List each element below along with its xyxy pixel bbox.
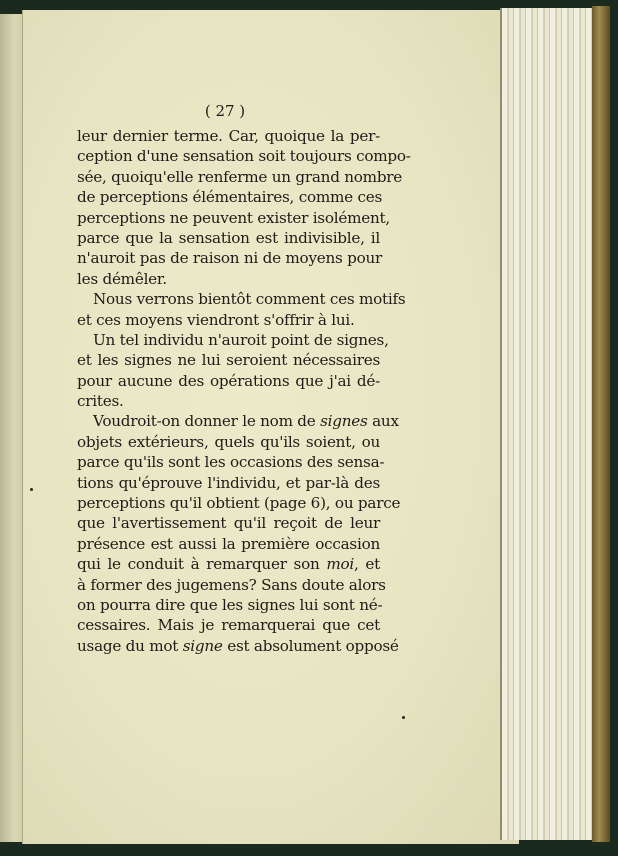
text-line: cessaires. Mais je remarquerai que cet bbox=[77, 616, 380, 635]
text-line: objets extérieurs, quels qu'ils soient, ou bbox=[77, 432, 380, 451]
text-line bbox=[77, 636, 399, 656]
text-line: on pourra dire que les signes lui sont né- bbox=[77, 595, 383, 614]
text-line: perceptions qu'il obtient (page 6), ou parce bbox=[77, 494, 401, 513]
text-run: , et bbox=[354, 555, 381, 574]
page-edges bbox=[500, 8, 598, 840]
text-line bbox=[77, 554, 380, 574]
page-number: ( 27 ) bbox=[204, 102, 246, 120]
text-line bbox=[77, 411, 399, 431]
italic-word: signes bbox=[320, 412, 368, 431]
italic-word: signe bbox=[182, 636, 223, 655]
text-line: n'auroit pas de raison ni de moyens pour bbox=[77, 249, 383, 268]
text-line: ception d'une sensation soit toujours compo- bbox=[77, 147, 411, 166]
text-line: que l'avertissement qu'il reçoit de leur bbox=[77, 514, 380, 533]
text-line: à former des jugemens? Sans doute alors bbox=[77, 575, 386, 594]
text-line: présence est aussi la première occasion bbox=[77, 534, 380, 553]
text-run: est absolument opposé bbox=[222, 636, 399, 655]
text-line: tions qu'éprouve l'individu, et par-là des bbox=[77, 473, 380, 492]
text-run: qui le conduit à remarquer son bbox=[77, 555, 327, 574]
paper-speck bbox=[402, 716, 405, 719]
text-line: et les signes ne lui seroient nécessaires bbox=[77, 351, 380, 370]
book-cover-edge bbox=[592, 6, 610, 842]
paper-speck bbox=[30, 488, 33, 491]
text-line: pour aucune des opérations que j'ai dé- bbox=[77, 371, 380, 390]
text-line: et ces moyens viendront s'offrir à lui. bbox=[77, 310, 355, 329]
text-line: de perceptions élémentaires, comme ces bbox=[77, 188, 383, 207]
text-line: les démêler. bbox=[77, 269, 167, 288]
text-run: aux bbox=[367, 412, 399, 431]
text-line: Un tel individu n'auroit point de signes, bbox=[93, 330, 389, 349]
text-line: parce que la sensation est indivisible, il bbox=[77, 228, 380, 247]
text-line: perceptions ne peuvent exister isolément, bbox=[77, 208, 390, 227]
text-line: leur dernier terme. Car, quoique la per- bbox=[77, 127, 380, 145]
text-line: sée, quoiqu'elle renferme un grand nombre bbox=[77, 167, 403, 186]
text-line: parce qu'ils sont les occasions des sensa- bbox=[77, 453, 385, 472]
text-line: Nous verrons bientôt comment ces motifs bbox=[93, 290, 406, 309]
text-line: crites. bbox=[77, 392, 124, 411]
text-run: usage du mot bbox=[77, 636, 183, 655]
text-run: Voudroit-on donner le nom de bbox=[93, 412, 321, 431]
italic-word: moi bbox=[326, 555, 354, 574]
body-text bbox=[77, 126, 411, 656]
